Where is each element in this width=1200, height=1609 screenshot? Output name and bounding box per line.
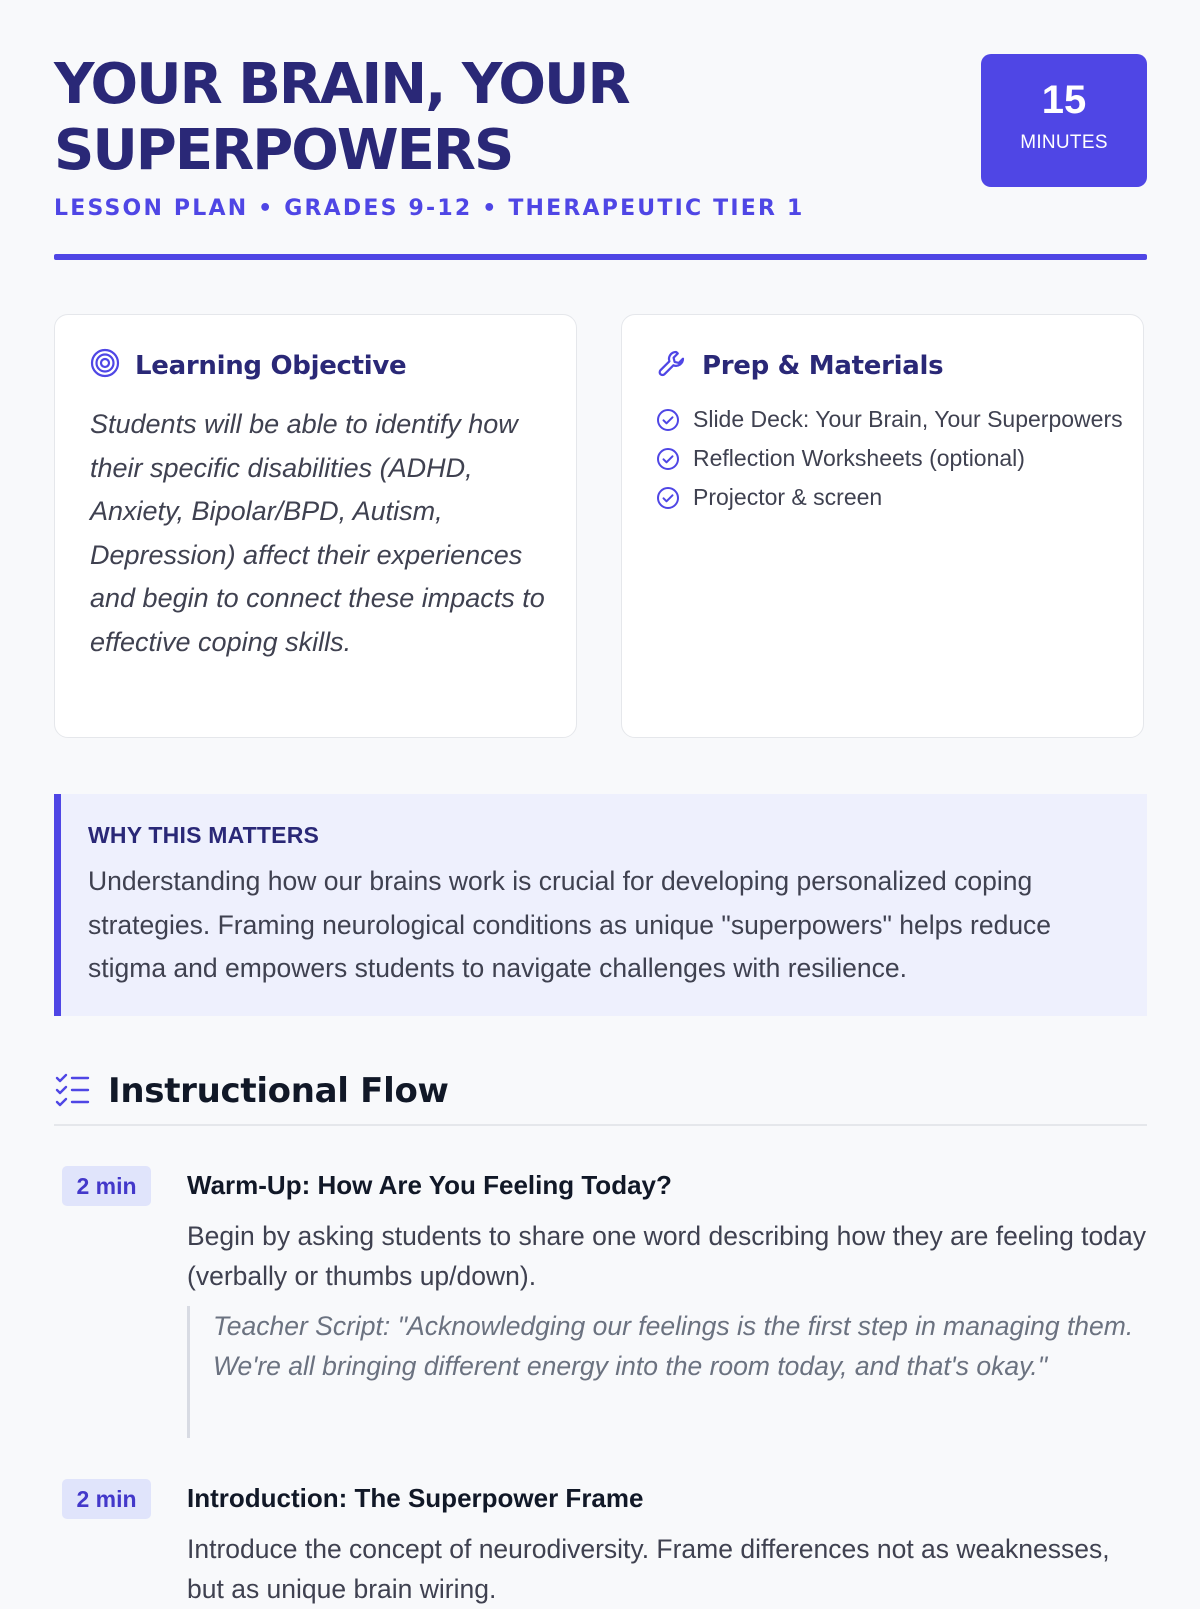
duration-badge [981, 54, 1147, 187]
list-item [656, 481, 1126, 514]
check-circle-icon [656, 408, 680, 432]
why-this-matters-text: Understanding how our brains work is crucial for developing personalized coping strategies. Framing neurological conditions as unique "superpowers" helps reduce stigma and empowers students to navigate challenges with resilience. [88, 866, 1052, 983]
why-this-matters-callout [54, 794, 1147, 1016]
checklist-icon [54, 1084, 92, 1113]
step-description: Introduce the concept of neurodiversity. Frame differences not as weaknesses, but as unique brain wiring. [187, 1534, 1110, 1604]
info-cards [54, 314, 1147, 740]
material-item-label: Projector & screen [693, 484, 883, 510]
header-divider [54, 254, 1147, 260]
check-circle-icon [656, 486, 680, 510]
page-title: YOUR BRAIN, YOUR SUPERPOWERS [54, 52, 629, 183]
target-icon [89, 347, 121, 384]
step-title: Introduction: The Superpower Frame [187, 1483, 644, 1513]
page-subtitle: LESSON PLAN • GRADES 9-12 • THERAPEUTIC TIER 1 [54, 196, 805, 221]
duration-value: 15 [1041, 78, 1087, 122]
duration-unit: MINUTES [1020, 132, 1108, 153]
step-time-badge: 2 min [62, 1479, 151, 1519]
wrench-icon [656, 347, 688, 384]
check-circle-icon [656, 447, 680, 471]
step-description: Begin by asking students to share one word describing how they are feeling today (verbally or thumbs up/down). [187, 1221, 1147, 1291]
list-item [656, 403, 1126, 436]
material-item-label: Reflection Worksheets (optional) [693, 445, 1025, 471]
material-item-label: Slide Deck: Your Brain, Your Superpowers [693, 406, 1123, 432]
step-time-badge: 2 min [62, 1166, 151, 1206]
learning-objective-text: Students will be able to identify how their specific disabilities (ADHD, Anxiety, Bipolar/BPD, Autism, Depression) affect their experiences and begin to connect these impacts to effective coping skills. [90, 409, 545, 657]
header [54, 0, 1147, 262]
learning-objective-card [54, 314, 577, 738]
prep-materials-card [621, 314, 1144, 738]
prep-materials-title: Prep & Materials [702, 350, 944, 381]
list-item [656, 442, 1126, 475]
instructional-flow-header [54, 1072, 1147, 1126]
why-this-matters-title: WHY THIS MATTERS [88, 822, 320, 848]
learning-objective-header [89, 347, 406, 384]
step-title: Warm-Up: How Are You Feeling Today? [187, 1170, 672, 1200]
instructional-flow-title: Instructional Flow [108, 1071, 449, 1111]
prep-materials-header [656, 347, 943, 384]
lesson-plan-page [54, 0, 1147, 1604]
teacher-script-quote: Teacher Script: "Acknowledging our feelings is the first step in managing them. We're all bringing different energy into the room today, and that's okay." [187, 1306, 1147, 1438]
materials-list [656, 403, 1126, 520]
learning-objective-title: Learning Objective [135, 350, 407, 381]
